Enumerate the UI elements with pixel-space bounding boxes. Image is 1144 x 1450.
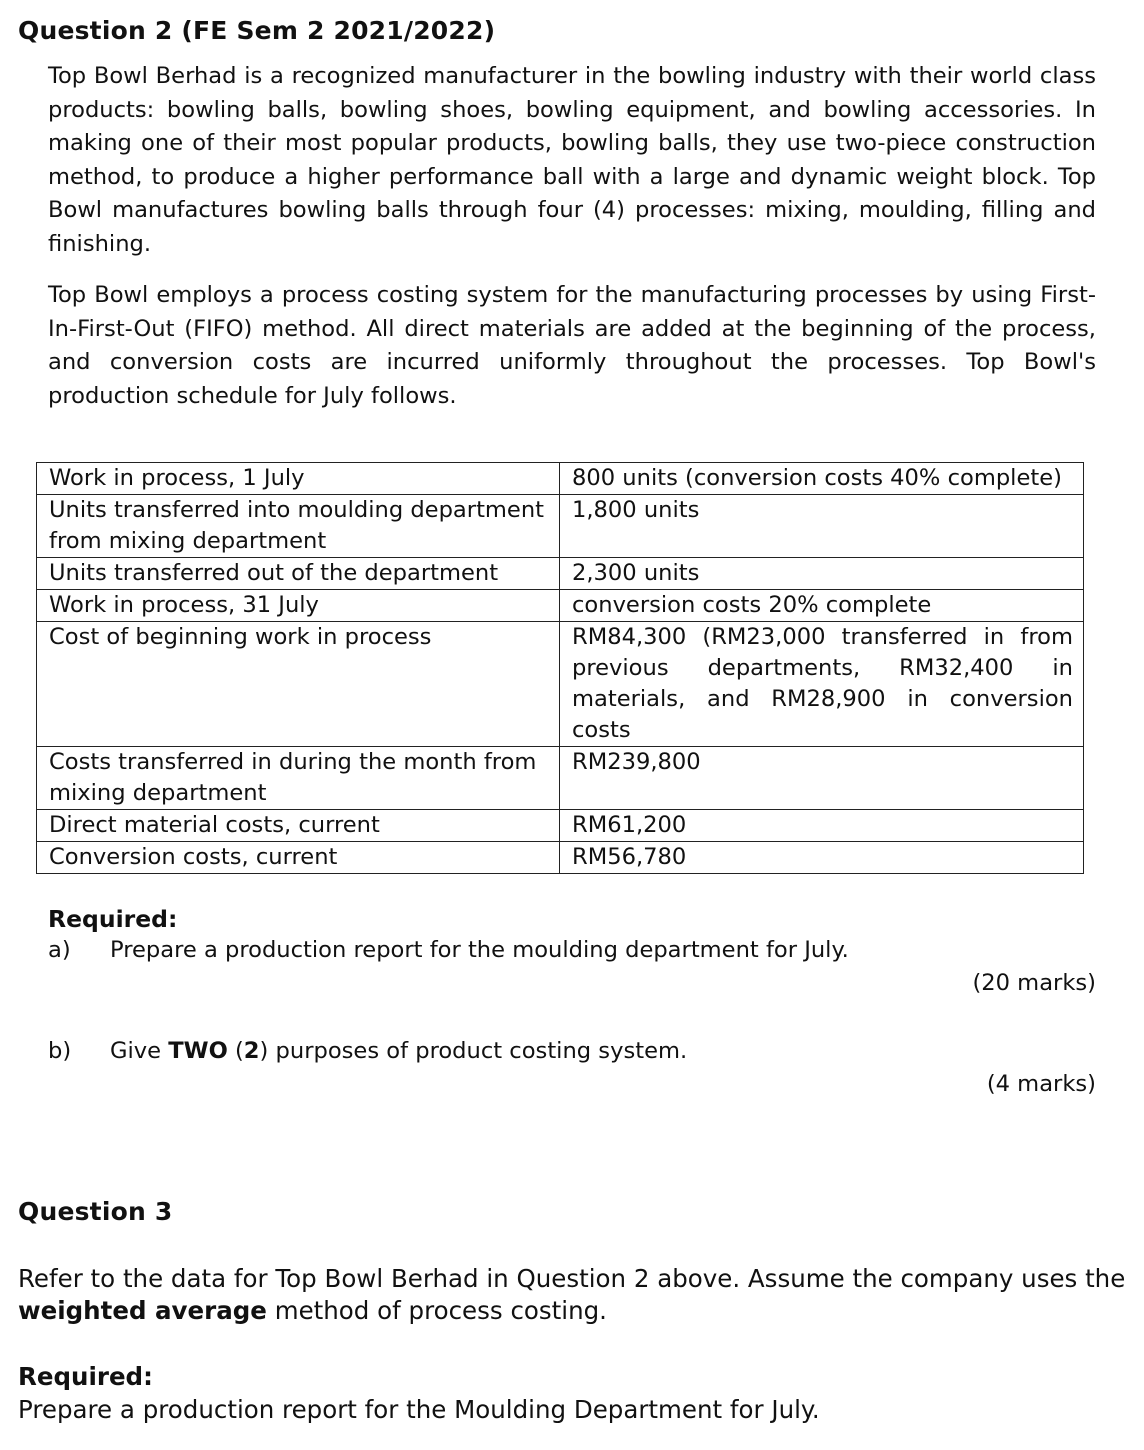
row-label: Work in process, 1 July	[37, 463, 560, 495]
row-value: 2,300 units	[560, 558, 1084, 590]
part-b-marks: (4 marks)	[986, 1071, 1096, 1097]
row-label: Cost of beginning work in process	[37, 622, 560, 747]
question-3-title: Question 3	[18, 1197, 173, 1226]
row-label: Direct material costs, current	[37, 810, 560, 842]
question-3-text-after: method of process costing.	[266, 1296, 607, 1325]
table-row	[37, 622, 1084, 747]
row-value: 800 units (conversion costs 40% complete)	[560, 463, 1084, 495]
row-value: RM61,200	[560, 810, 1084, 842]
part-b-text-mid: (	[227, 1038, 244, 1064]
question-2-costing-paragraph: Top Bowl employs a process costing system for the manufacturing processes by using First-In-First-Out (FIFO) method. All direct materials are added at the beginning of the process, and conversion costs are incurred uniformly throughout the processes. Top Bowl's production schedule for July follows.	[48, 282, 1096, 409]
row-value: 1,800 units	[560, 495, 1084, 558]
table-row	[37, 495, 1084, 558]
part-b-text-before: Give	[110, 1038, 169, 1064]
question-2-intro-paragraph: Top Bowl Berhad is a recognized manufacturer in the bowling industry with their world class products: bowling balls, bowling shoes, bowling equipment, and bowling accessories. In making one of their most popular products, bowling balls, they use two-piece construction method, to produce a higher performance ball with a large and dynamic weight block. Top Bowl manufactures bowling balls through four (4) processes: mixing, moulding, filling and finishing.	[48, 63, 1096, 257]
part-a-letter: a)	[48, 937, 71, 963]
part-b-bold-two: TWO	[168, 1038, 228, 1064]
row-label: Units transferred into moulding department from mixing department	[37, 495, 560, 558]
part-a-marks: (20 marks)	[972, 970, 1096, 996]
part-b-text	[110, 1038, 687, 1064]
question-3-text-before: Refer to the data for Top Bowl Berhad in Question 2 above. Assume the company uses the	[18, 1264, 1126, 1293]
question-2-title: Question 2 (FE Sem 2 2021/2022)	[18, 16, 496, 45]
question-3-required-label: Required:	[18, 1362, 153, 1391]
question-2-required-label: Required:	[48, 905, 178, 933]
table-row	[37, 558, 1084, 590]
table-row	[37, 590, 1084, 622]
row-label: Work in process, 31 July	[37, 590, 560, 622]
table-row	[37, 747, 1084, 810]
question-3-bold-weighted-average: weighted average	[18, 1296, 267, 1325]
table-row	[37, 463, 1084, 495]
row-label: Costs transferred in during the month from mixing department	[37, 747, 560, 810]
part-a-text: Prepare a production report for the moulding department for July.	[110, 937, 849, 963]
row-value: RM239,800	[560, 747, 1084, 810]
production-schedule-table	[36, 462, 1084, 874]
row-value: RM56,780	[560, 842, 1084, 874]
row-value: RM84,300 (RM23,000 transferred in from previous departments, RM32,400 in materials, and RM28,900 in conversion costs	[560, 622, 1084, 747]
table-row	[37, 842, 1084, 874]
part-b-letter: b)	[48, 1038, 72, 1064]
question-3-required-text: Prepare a production report for the Moulding Department for July.	[18, 1395, 820, 1424]
part-b-bold-number: 2	[243, 1038, 260, 1064]
row-label: Units transferred out of the department	[37, 558, 560, 590]
part-b-text-after: ) purposes of product costing system.	[259, 1038, 688, 1064]
question-3-paragraph	[18, 1263, 1128, 1327]
row-value: conversion costs 20% complete	[560, 590, 1084, 622]
row-label: Conversion costs, current	[37, 842, 560, 874]
table-row	[37, 810, 1084, 842]
